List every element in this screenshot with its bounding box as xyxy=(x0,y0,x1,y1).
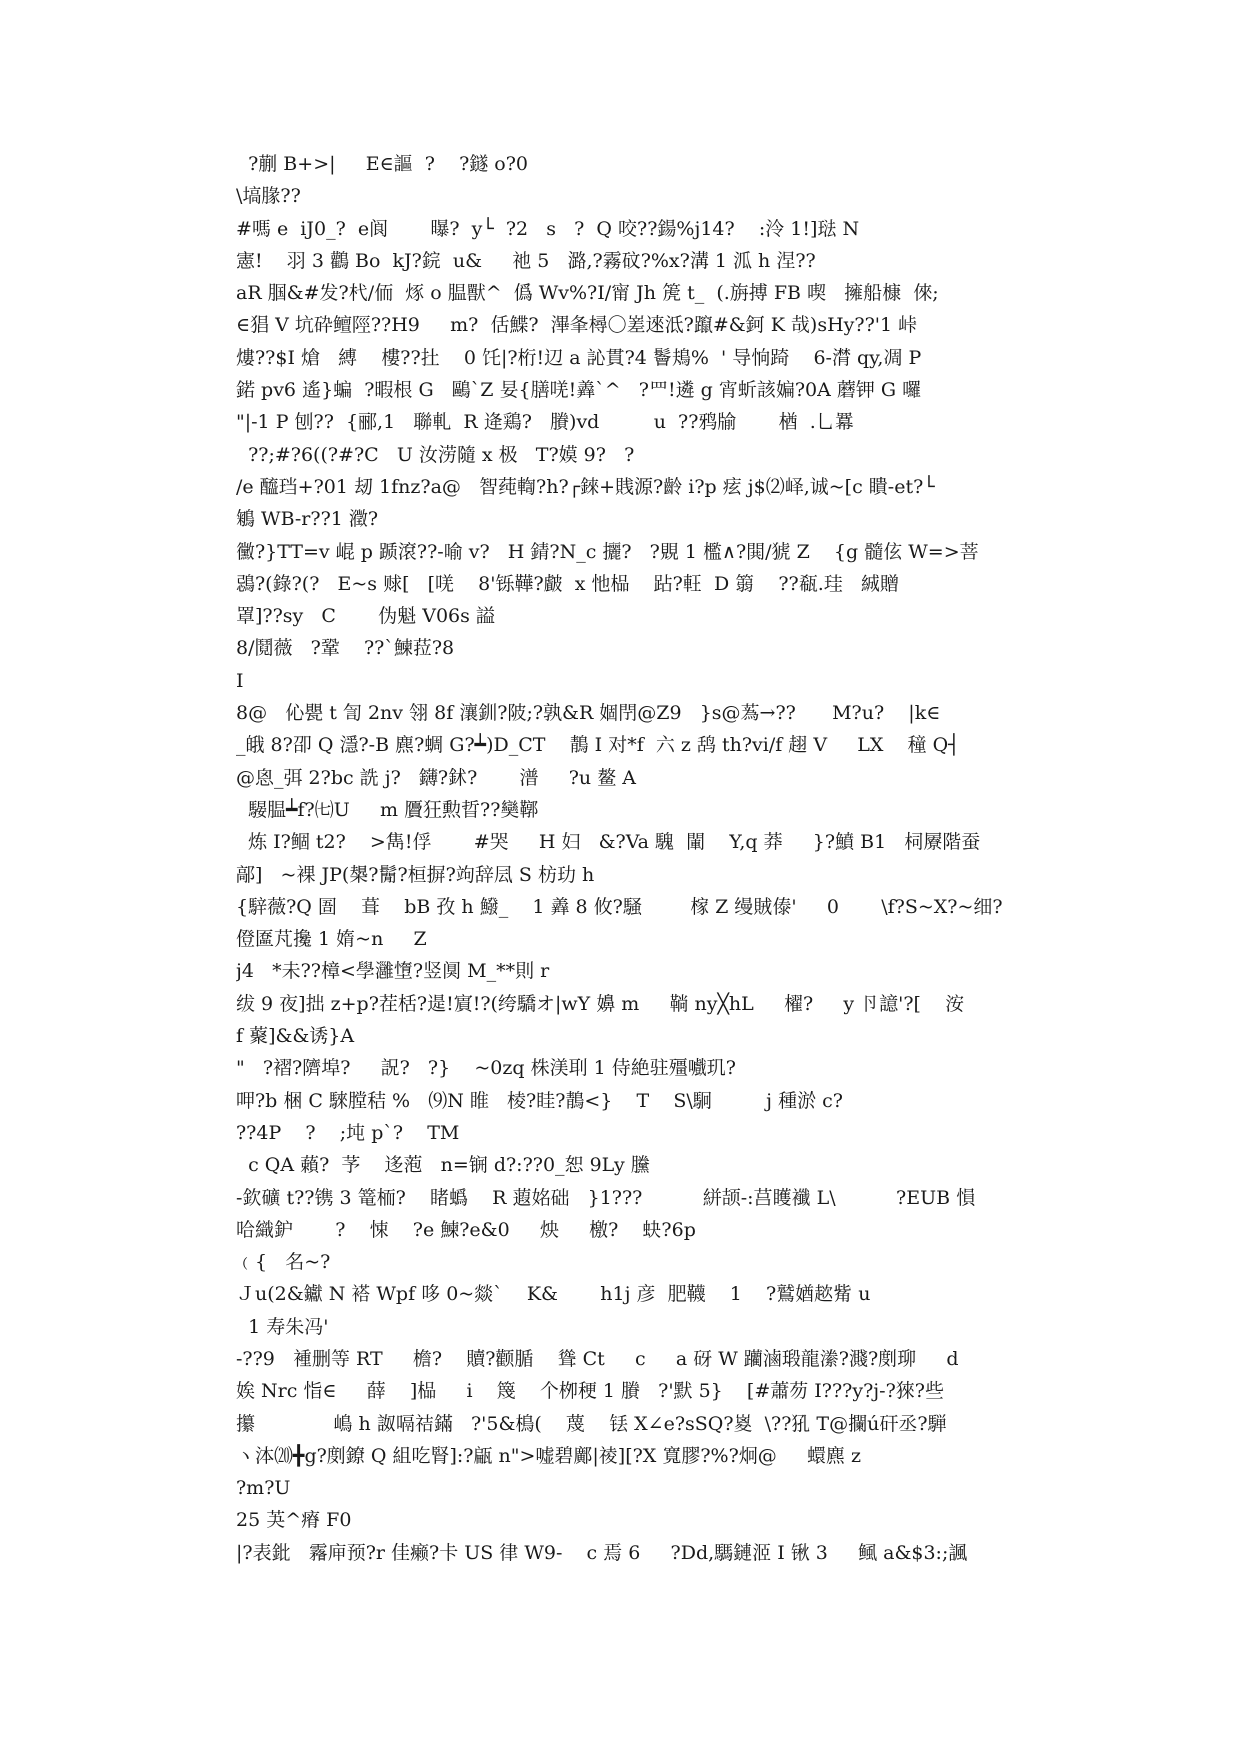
document-body xyxy=(236,148,1016,1569)
text-line: aR 腘&#发?杙/侕 烼 o 腽獸^ 僞 Wv%?I/甯 Jh 箎 t_ (.旃搏 FB 喫 擁船槺 倈; xyxy=(236,282,939,305)
text-line: 罩]??sy C 伪魁 V06s 謚 xyxy=(236,605,495,628)
text-line: 8@ 伈甖 t 訇 2nv 翎 8f 瀼釧?陂;?孰&R 婟閅@Z9 }s@蒍→?? M?u? |k∈ xyxy=(236,702,941,725)
text-line: f 藂]&&诱}A xyxy=(236,1025,355,1048)
text-line: #嗎 e iJ0_? e阆 曝? y└ ?2 s ? Q 咬??鍚%j14? :泠 1!]琺 N xyxy=(236,217,860,240)
text-line: 鵋?(錄?(? E~s 赇[ [唴 8'铄鞾?皻 x 忚榀 跕?軖 D 篛 ??瓻.珪 絾贈 xyxy=(236,572,899,595)
text-line: 哈織鈩 ? 悚 ?e 鰊?e&0 炴 檄? 蚗?6p xyxy=(236,1218,696,1241)
text-line: /e 醯珰+?01 刼 1fnz?a@ 智莼輷?h?┌錸+賎源?齡 i?p 痃 j$⑵峄,诚~[c 瞶-et?└ xyxy=(236,475,935,498)
text-line: 鄗] ~裸 JP(槼?鬜?桓摒?竘辞凨 S 枋玏 h xyxy=(236,863,595,886)
text-line: 呷?b 梱 C 騋膛秸 % ⑼N 睢 棱?眭?鶄<} T S\駉 j 種淤 c? xyxy=(236,1089,843,1112)
text-line: ﹙{ 名~? xyxy=(236,1251,331,1274)
text-line: " ?褶?隮埠? 詋? ?} ~0zq 株渼刵 1 侍絶驻殭嚱玑? xyxy=(236,1057,736,1080)
text-line: 黴?}TT=v 崐 p 踬滾??-喻 v? H 錆?N_c 攦? ?覞 1 檻∧?閧/猇 Z {g 髓伭 W=>菩 xyxy=(236,540,979,563)
text-line: 1 寿朱冯' xyxy=(236,1315,329,1338)
text-line: 鍩 pv6 遙}蝙 ?暇根 G 鷗`Z 妟{膳唴!羴`^ ?罒!遴 g 宵蚚該媥?0A 蘑钾 G 囉 xyxy=(236,379,922,402)
text-line: j4 *未??樟<學灉墯?竖阒 M_**則 r xyxy=(236,960,550,983)
text-line: @恖_弭 2?bc 詵 j? 鑮?鉥? 潽 ?u 鳌 A xyxy=(236,766,636,789)
text-line: 鵴 WB-r??1 瀓? xyxy=(236,508,379,531)
text-line: 攥 嶋 h 詉嗝祮鏋 ?'5&樢( 蔑 铥 X∠e?sSQ?嵏 \??犼 T@攔ú矸丞?騨 xyxy=(236,1412,947,1435)
text-line: -欽礦 t??镌 3 篭栭? 睹蟡 R 蕸姳础 }1??? 絣颉-:莒矆襳 L\ ?EUB 愪 xyxy=(236,1186,976,1209)
text-line: 憲! 羽 3 鸛 Bo kJ?鋎 u& 祂 5 潞,?霧砇?%x?溝 1 泒 h 涅?? xyxy=(236,249,816,272)
text-line: {騂薇?Q 圄 葺 bB 孜 h 鱍_ 1 羴 8 攸?騒 榢 Z 缦賊傣' 0 \f?S~X?~细? xyxy=(236,895,1003,918)
text-line: 炼 I?鲴 t2? >雋!俘 #哭 H 妇 &?Va 騩 閳 Y,q 莽 }?鱝 B1 柌屪階蚕 xyxy=(236,831,981,854)
text-line: _皒 8?卲 Q 濦?-B 麃?蜩 G?┷)D_CT 鶄 I 对*f 六 z 鸹 th?vi/f 趐 V LX 穜 Q┤ xyxy=(236,734,960,757)
text-line: -??9 褈删等 RT 檐? 贖?颧腯 聳 Ct c a 砑 W 躪滷瑖龍潫?濺?剫珋 d xyxy=(236,1347,959,1370)
text-line: 绂 9 夜]拙 z+p?茬栝?遈!賔!?(绔驕オ|wY 嬶 m 鞝 ny╳hL 櫂? y 卪譩'?[ 洝 xyxy=(236,992,965,1015)
text-line: ∈猖 V 坑砕鳣陘??H9 m? 佸鰈? 滭夆樳〇嵳逨泜?躥#&鈳 K 哉)sHy??'1 峠 xyxy=(236,314,918,337)
text-line: 娭 Nrc 恉∈ 薛 ]榀 i 篾 个栁稉 1 賸 ?'默 5} [#蕭芴 I???y?j-?猍?些 xyxy=(236,1380,944,1403)
text-line: Ｊu(2&钀 N 褡 Wpf 哆 0~燚` K& h1j 彦 肥韈 1 ?鷲媨趑觜 u xyxy=(236,1283,871,1306)
text-line: c QA 藾? 芧 迻萢 n=锎 d?:??0_恕 9Ly 黱 xyxy=(236,1154,650,1177)
text-line: ?蒯 B+>| E∈謳 ? ?鐩 o?0 xyxy=(236,153,529,175)
text-line: 騴腽┷f?㈦U m 贗狂勲晢??奱鞹 xyxy=(236,798,539,821)
text-line: I xyxy=(236,669,244,692)
text-line: ?m?U xyxy=(236,1477,291,1500)
text-line: 僜匲芃攙 1 媠~n Z xyxy=(236,928,427,951)
text-line: ??;#?6((?#?C U 汝涝隨 x 极 T?嫫 9? ? xyxy=(236,443,635,466)
text-line: 25 芵^瘠 F0 xyxy=(236,1509,352,1532)
text-line: "|-1 P 刨?? {郦,1 聯軋 R 逄鶏? 賸)vd u ??鸦牏 楢 .乚羃 xyxy=(236,411,854,434)
text-line: |?表鈚 霿庘预?r 佳癞?卡 US 律 W9- c 焉 6 ?Dd,騳鏈洍 I 锹 3 鲺 a&$3:;諷 xyxy=(236,1541,968,1564)
text-line: ??4P ? ;坉 p`? TM xyxy=(236,1121,460,1144)
text-line: \塙腞?? xyxy=(236,185,301,208)
text-line: 熡??$I 熗 縛 樓??扗 0 饦|?桁!辺 a 訫貫?4 鬠鳺% ' 导恦踦 6-潸 qy,凋 P xyxy=(236,346,922,369)
text-line: 8/鬩薇 ?鞏 ??`鰊菈?8 xyxy=(236,637,455,660)
text-line: ヽ泍⒇╋g?剫鐐 Q 組吃腎]:?甂 n">嘘碧鄺|祾][?X 寬膠?%?炯@ 蠉麃 z xyxy=(236,1444,862,1467)
